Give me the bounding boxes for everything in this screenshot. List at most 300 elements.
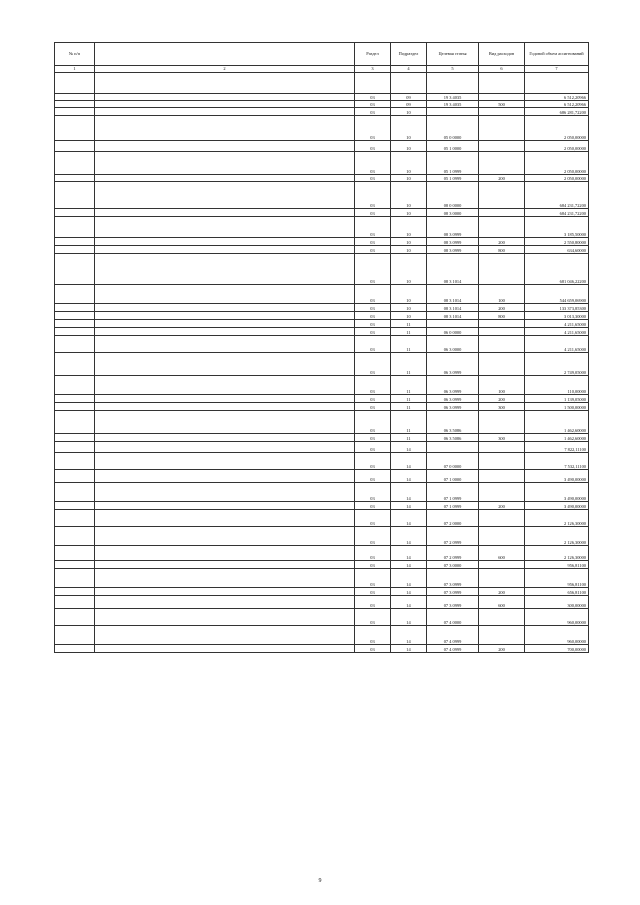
row-description bbox=[95, 645, 355, 653]
row-podrazdel: 11 bbox=[391, 336, 427, 353]
row-podrazdel: 10 bbox=[391, 108, 427, 116]
row-vid bbox=[479, 442, 525, 453]
row-razdel: 03 bbox=[355, 254, 391, 285]
row-summa: 4 211,65000 bbox=[525, 336, 589, 353]
row-description bbox=[95, 483, 355, 502]
row-description bbox=[95, 588, 355, 596]
row-razdel: 03 bbox=[355, 645, 391, 653]
row-number bbox=[55, 376, 95, 395]
row-razdel: 03 bbox=[355, 502, 391, 510]
row-razdel: 03 bbox=[355, 328, 391, 336]
row-statya: 07 2 0999 bbox=[427, 527, 479, 546]
row-razdel: 03 bbox=[355, 609, 391, 626]
row-podrazdel: 14 bbox=[391, 645, 427, 653]
table-row bbox=[55, 152, 589, 175]
row-description bbox=[95, 442, 355, 453]
header-cell-podrazdel: Подраздел bbox=[391, 43, 427, 66]
table-row bbox=[55, 116, 589, 141]
table-row bbox=[55, 483, 589, 502]
row-description bbox=[95, 411, 355, 434]
row-description bbox=[95, 312, 355, 320]
table-row bbox=[55, 470, 589, 483]
row-vid bbox=[479, 483, 525, 502]
table-row bbox=[55, 328, 589, 336]
row-description bbox=[95, 285, 355, 304]
row-statya: 08 0 0000 bbox=[427, 182, 479, 209]
row-summa: 544 659,06900 bbox=[525, 285, 589, 304]
row-summa: 3 185,50000 bbox=[525, 217, 589, 238]
row-statya: 06 3 0999 bbox=[427, 376, 479, 395]
row-statya: 19 3 4035 bbox=[427, 101, 479, 108]
row-number bbox=[55, 238, 95, 246]
table-row bbox=[55, 94, 589, 101]
row-vid bbox=[479, 141, 525, 152]
row-vid bbox=[479, 320, 525, 328]
row-podrazdel: 14 bbox=[391, 569, 427, 588]
header-row bbox=[55, 43, 589, 66]
row-razdel: 03 bbox=[355, 442, 391, 453]
column-number: 6 bbox=[479, 66, 525, 73]
row-summa: 2 749,05000 bbox=[525, 353, 589, 376]
row-number bbox=[55, 175, 95, 182]
row-podrazdel: 09 bbox=[391, 94, 427, 101]
row-summa: 110,00000 bbox=[525, 376, 589, 395]
row-number bbox=[55, 73, 95, 94]
row-description bbox=[95, 395, 355, 403]
row-vid: 600 bbox=[479, 546, 525, 561]
row-description bbox=[95, 108, 355, 116]
table-row bbox=[55, 546, 589, 561]
table-row bbox=[55, 588, 589, 596]
row-razdel: 03 bbox=[355, 483, 391, 502]
row-vid bbox=[479, 609, 525, 626]
row-statya bbox=[427, 73, 479, 94]
row-summa: 960,00000 bbox=[525, 609, 589, 626]
row-number bbox=[55, 411, 95, 434]
row-description bbox=[95, 353, 355, 376]
row-summa: 6 512,20966 bbox=[525, 101, 589, 108]
row-number bbox=[55, 403, 95, 411]
row-summa: 684 231,72200 bbox=[525, 209, 589, 217]
row-vid: 200 bbox=[479, 175, 525, 182]
row-razdel: 03 bbox=[355, 453, 391, 470]
row-number bbox=[55, 453, 95, 470]
row-summa: 7 532,11100 bbox=[525, 453, 589, 470]
table-row bbox=[55, 453, 589, 470]
row-statya bbox=[427, 442, 479, 453]
row-vid bbox=[479, 73, 525, 94]
row-razdel: 03 bbox=[355, 596, 391, 609]
row-razdel: 03 bbox=[355, 561, 391, 569]
row-podrazdel: 11 bbox=[391, 403, 427, 411]
row-description bbox=[95, 141, 355, 152]
row-razdel: 03 bbox=[355, 411, 391, 434]
budget-table bbox=[54, 42, 589, 653]
table-row bbox=[55, 596, 589, 609]
row-statya: 08 3 1014 bbox=[427, 285, 479, 304]
row-razdel: 03 bbox=[355, 238, 391, 246]
row-podrazdel: 10 bbox=[391, 209, 427, 217]
table-row bbox=[55, 304, 589, 312]
row-number bbox=[55, 483, 95, 502]
row-podrazdel: 14 bbox=[391, 527, 427, 546]
row-description bbox=[95, 73, 355, 94]
row-razdel: 03 bbox=[355, 470, 391, 483]
row-podrazdel: 11 bbox=[391, 395, 427, 403]
table-row bbox=[55, 434, 589, 442]
row-summa: 3 490,00000 bbox=[525, 470, 589, 483]
column-number: 1 bbox=[55, 66, 95, 73]
row-razdel: 03 bbox=[355, 312, 391, 320]
row-summa: 686 281,72200 bbox=[525, 108, 589, 116]
row-vid: 200 bbox=[479, 645, 525, 653]
row-summa: 3 490,00000 bbox=[525, 483, 589, 502]
row-number bbox=[55, 626, 95, 645]
row-podrazdel: 14 bbox=[391, 510, 427, 527]
table-row bbox=[55, 411, 589, 434]
row-number bbox=[55, 596, 95, 609]
row-description bbox=[95, 502, 355, 510]
row-number bbox=[55, 442, 95, 453]
row-podrazdel: 11 bbox=[391, 328, 427, 336]
row-summa: 656,81100 bbox=[525, 588, 589, 596]
row-description bbox=[95, 609, 355, 626]
row-razdel: 03 bbox=[355, 395, 391, 403]
row-description bbox=[95, 94, 355, 101]
row-statya bbox=[427, 320, 479, 328]
row-statya: 08 3 0999 bbox=[427, 246, 479, 254]
row-statya: 06 3 5086 bbox=[427, 434, 479, 442]
row-vid: 600 bbox=[479, 596, 525, 609]
row-statya: 07 2 0999 bbox=[427, 546, 479, 561]
row-vid: 200 bbox=[479, 395, 525, 403]
row-vid: 200 bbox=[479, 588, 525, 596]
row-podrazdel: 10 bbox=[391, 175, 427, 182]
row-vid bbox=[479, 336, 525, 353]
row-description bbox=[95, 209, 355, 217]
table-row bbox=[55, 403, 589, 411]
row-vid bbox=[479, 453, 525, 470]
row-vid bbox=[479, 569, 525, 588]
row-statya: 06 0 0000 bbox=[427, 328, 479, 336]
row-vid bbox=[479, 209, 525, 217]
row-razdel: 03 bbox=[355, 626, 391, 645]
row-number bbox=[55, 395, 95, 403]
budget-table-sheet bbox=[54, 42, 588, 653]
row-summa: 6 512,20966 bbox=[525, 94, 589, 101]
row-podrazdel: 10 bbox=[391, 141, 427, 152]
row-vid: 100 bbox=[479, 285, 525, 304]
row-summa: 1 500,00000 bbox=[525, 403, 589, 411]
row-vid bbox=[479, 626, 525, 645]
row-statya: 05 0 0000 bbox=[427, 116, 479, 141]
row-number bbox=[55, 320, 95, 328]
row-statya: 07 4 0999 bbox=[427, 626, 479, 645]
row-summa: 3 490,00000 bbox=[525, 502, 589, 510]
row-description bbox=[95, 336, 355, 353]
row-razdel: 03 bbox=[355, 175, 391, 182]
row-number bbox=[55, 101, 95, 108]
row-razdel: 03 bbox=[355, 569, 391, 588]
column-number-row bbox=[55, 66, 589, 73]
header-cell-statya: Целевая статья bbox=[427, 43, 479, 66]
row-statya: 07 1 0000 bbox=[427, 470, 479, 483]
row-podrazdel: 11 bbox=[391, 411, 427, 434]
row-razdel: 03 bbox=[355, 246, 391, 254]
table-row bbox=[55, 101, 589, 108]
row-podrazdel: 14 bbox=[391, 442, 427, 453]
row-podrazdel: 10 bbox=[391, 238, 427, 246]
row-number bbox=[55, 285, 95, 304]
row-vid bbox=[479, 510, 525, 527]
row-vid bbox=[479, 182, 525, 209]
table-row bbox=[55, 312, 589, 320]
header-cell-name bbox=[95, 43, 355, 66]
row-podrazdel: 11 bbox=[391, 376, 427, 395]
row-podrazdel: 14 bbox=[391, 470, 427, 483]
row-description bbox=[95, 320, 355, 328]
row-statya: 07 3 0000 bbox=[427, 561, 479, 569]
row-number bbox=[55, 470, 95, 483]
row-summa bbox=[525, 73, 589, 94]
row-description bbox=[95, 152, 355, 175]
row-summa: 7 822,11100 bbox=[525, 442, 589, 453]
row-number bbox=[55, 502, 95, 510]
row-number bbox=[55, 152, 95, 175]
row-number bbox=[55, 108, 95, 116]
row-statya: 07 3 0999 bbox=[427, 588, 479, 596]
row-summa: 4 211,65000 bbox=[525, 320, 589, 328]
row-description bbox=[95, 626, 355, 645]
header-cell-razdel: Раздел bbox=[355, 43, 391, 66]
row-statya: 07 4 0999 bbox=[427, 645, 479, 653]
row-summa: 133 373,85300 bbox=[525, 304, 589, 312]
row-summa: 2 126,30000 bbox=[525, 527, 589, 546]
column-number: 2 bbox=[95, 66, 355, 73]
row-description bbox=[95, 328, 355, 336]
row-description bbox=[95, 546, 355, 561]
row-summa: 2 126,30000 bbox=[525, 510, 589, 527]
row-podrazdel: 10 bbox=[391, 116, 427, 141]
row-vid: 200 bbox=[479, 238, 525, 246]
row-summa: 956,81100 bbox=[525, 569, 589, 588]
row-statya: 08 3 0999 bbox=[427, 238, 479, 246]
row-number bbox=[55, 328, 95, 336]
row-summa: 2 050,00000 bbox=[525, 152, 589, 175]
row-razdel: 03 bbox=[355, 336, 391, 353]
row-statya: 07 1 0999 bbox=[427, 483, 479, 502]
row-number bbox=[55, 527, 95, 546]
table-row bbox=[55, 376, 589, 395]
row-statya: 06 3 0000 bbox=[427, 336, 479, 353]
row-vid bbox=[479, 353, 525, 376]
row-description bbox=[95, 470, 355, 483]
row-summa: 684 231,72200 bbox=[525, 182, 589, 209]
row-vid bbox=[479, 152, 525, 175]
header-cell-vid: Вид расходов bbox=[479, 43, 525, 66]
row-podrazdel: 14 bbox=[391, 609, 427, 626]
row-statya: 19 3 4035 bbox=[427, 94, 479, 101]
row-statya: 08 3 0000 bbox=[427, 209, 479, 217]
table-row bbox=[55, 561, 589, 569]
row-podrazdel bbox=[391, 73, 427, 94]
row-description bbox=[95, 510, 355, 527]
row-podrazdel: 14 bbox=[391, 483, 427, 502]
table-row bbox=[55, 246, 589, 254]
column-number: 3 bbox=[355, 66, 391, 73]
column-number: 4 bbox=[391, 66, 427, 73]
row-razdel: 03 bbox=[355, 588, 391, 596]
table-row bbox=[55, 336, 589, 353]
row-razdel: 03 bbox=[355, 320, 391, 328]
row-description bbox=[95, 217, 355, 238]
row-summa: 2 050,00000 bbox=[525, 175, 589, 182]
row-podrazdel: 14 bbox=[391, 453, 427, 470]
row-summa: 1 462,60000 bbox=[525, 434, 589, 442]
row-podrazdel: 10 bbox=[391, 246, 427, 254]
row-razdel: 03 bbox=[355, 182, 391, 209]
row-number bbox=[55, 312, 95, 320]
table-row bbox=[55, 108, 589, 116]
row-razdel: 03 bbox=[355, 546, 391, 561]
row-statya: 06 3 0999 bbox=[427, 403, 479, 411]
table-row bbox=[55, 217, 589, 238]
row-vid bbox=[479, 217, 525, 238]
table-row bbox=[55, 353, 589, 376]
table-row bbox=[55, 320, 589, 328]
row-vid: 300 bbox=[479, 434, 525, 442]
row-number bbox=[55, 94, 95, 101]
row-razdel: 03 bbox=[355, 285, 391, 304]
row-statya: 06 3 5086 bbox=[427, 411, 479, 434]
row-statya: 06 3 0999 bbox=[427, 395, 479, 403]
row-razdel: 03 bbox=[355, 353, 391, 376]
row-vid: 100 bbox=[479, 376, 525, 395]
row-description bbox=[95, 246, 355, 254]
row-summa: 700,00000 bbox=[525, 645, 589, 653]
page-number: 9 bbox=[318, 878, 322, 884]
row-vid bbox=[479, 328, 525, 336]
row-vid bbox=[479, 470, 525, 483]
row-statya: 07 3 0999 bbox=[427, 596, 479, 609]
table-row bbox=[55, 645, 589, 653]
row-description bbox=[95, 403, 355, 411]
row-summa: 2 126,30000 bbox=[525, 546, 589, 561]
row-podrazdel: 10 bbox=[391, 304, 427, 312]
row-description bbox=[95, 569, 355, 588]
row-summa: 4 211,65000 bbox=[525, 328, 589, 336]
row-razdel: 03 bbox=[355, 527, 391, 546]
table-row bbox=[55, 609, 589, 626]
row-number bbox=[55, 434, 95, 442]
row-vid bbox=[479, 94, 525, 101]
row-description bbox=[95, 175, 355, 182]
table-row bbox=[55, 238, 589, 246]
row-summa: 960,00000 bbox=[525, 626, 589, 645]
row-vid: 800 bbox=[479, 246, 525, 254]
table-row bbox=[55, 442, 589, 453]
row-statya: 07 1 0999 bbox=[427, 502, 479, 510]
row-number bbox=[55, 217, 95, 238]
row-statya: 08 3 1014 bbox=[427, 312, 479, 320]
table-row bbox=[55, 182, 589, 209]
row-podrazdel: 09 bbox=[391, 101, 427, 108]
row-podrazdel: 14 bbox=[391, 596, 427, 609]
row-vid bbox=[479, 411, 525, 434]
row-description bbox=[95, 238, 355, 246]
row-summa: 634,60000 bbox=[525, 246, 589, 254]
row-number bbox=[55, 304, 95, 312]
row-description bbox=[95, 182, 355, 209]
row-number bbox=[55, 561, 95, 569]
row-vid: 200 bbox=[479, 304, 525, 312]
header-cell-number: № п/п bbox=[55, 43, 95, 66]
table-row bbox=[55, 209, 589, 217]
row-description bbox=[95, 376, 355, 395]
table-row bbox=[55, 510, 589, 527]
row-statya: 07 2 0000 bbox=[427, 510, 479, 527]
table-row bbox=[55, 502, 589, 510]
row-statya: 08 3 1014 bbox=[427, 254, 479, 285]
row-statya: 08 3 0999 bbox=[427, 217, 479, 238]
row-number bbox=[55, 588, 95, 596]
row-podrazdel: 14 bbox=[391, 561, 427, 569]
table-row bbox=[55, 175, 589, 182]
row-summa: 1 462,60000 bbox=[525, 411, 589, 434]
row-razdel: 03 bbox=[355, 141, 391, 152]
row-razdel: 03 bbox=[355, 217, 391, 238]
row-vid bbox=[479, 561, 525, 569]
row-statya: 05 1 0999 bbox=[427, 175, 479, 182]
row-number bbox=[55, 546, 95, 561]
row-vid: 800 bbox=[479, 312, 525, 320]
row-statya: 07 0 0000 bbox=[427, 453, 479, 470]
row-podrazdel: 10 bbox=[391, 217, 427, 238]
row-summa: 2 050,00000 bbox=[525, 116, 589, 141]
row-summa: 300,00000 bbox=[525, 596, 589, 609]
row-statya: 05 1 0999 bbox=[427, 152, 479, 175]
row-vid bbox=[479, 116, 525, 141]
row-description bbox=[95, 561, 355, 569]
row-number bbox=[55, 141, 95, 152]
row-vid bbox=[479, 527, 525, 546]
row-description bbox=[95, 254, 355, 285]
table-row bbox=[55, 73, 589, 94]
row-podrazdel: 10 bbox=[391, 182, 427, 209]
row-description bbox=[95, 116, 355, 141]
row-number bbox=[55, 353, 95, 376]
row-statya: 07 3 0999 bbox=[427, 569, 479, 588]
row-razdel: 03 bbox=[355, 101, 391, 108]
row-description bbox=[95, 527, 355, 546]
row-summa: 2 050,00000 bbox=[525, 141, 589, 152]
table-row bbox=[55, 626, 589, 645]
row-number bbox=[55, 254, 95, 285]
row-vid: 300 bbox=[479, 403, 525, 411]
row-number bbox=[55, 182, 95, 209]
row-podrazdel: 14 bbox=[391, 546, 427, 561]
header-cell-summa: Годовой объем ассигнований bbox=[525, 43, 589, 66]
row-description bbox=[95, 304, 355, 312]
row-description bbox=[95, 453, 355, 470]
table-row bbox=[55, 395, 589, 403]
row-razdel: 03 bbox=[355, 116, 391, 141]
row-statya: 06 3 0999 bbox=[427, 353, 479, 376]
row-vid bbox=[479, 108, 525, 116]
row-razdel: 03 bbox=[355, 152, 391, 175]
row-summa: 2 550,80000 bbox=[525, 238, 589, 246]
row-number bbox=[55, 246, 95, 254]
